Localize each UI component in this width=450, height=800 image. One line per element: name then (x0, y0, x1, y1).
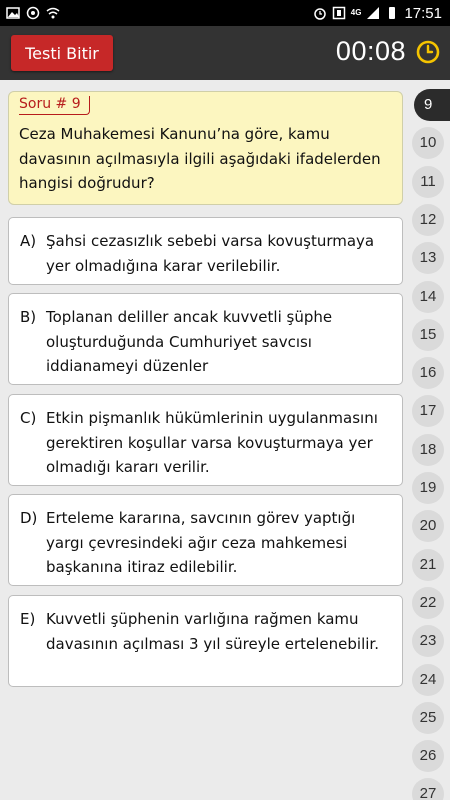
question-number: Soru # 9 (19, 96, 90, 115)
question-nav-item-21[interactable]: 21 (412, 549, 444, 581)
option-text: Kuvvetli şüphenin varlığına rağmen kamu davasının açılması 3 yıl süreyle ertelenebilir. (46, 610, 379, 653)
question-nav-item-19[interactable]: 19 (412, 472, 444, 504)
question-nav-item-9[interactable]: 9 (414, 89, 450, 121)
status-time: 17:51 (404, 4, 442, 22)
wifi-icon (46, 6, 60, 20)
option-letter: E) (20, 610, 36, 628)
timer-display: 00:08 (335, 36, 406, 66)
question-nav-item-13[interactable]: 13 (412, 242, 444, 274)
question-nav-item-12[interactable]: 12 (412, 204, 444, 236)
option-text: Şahsi cezasızlık sebebi varsa kovuşturmaya yer olmadığına karar verilebilir. (46, 232, 375, 275)
question-nav-item-10[interactable]: 10 (412, 127, 444, 159)
question-nav-item-17[interactable]: 17 (412, 395, 444, 427)
question-nav-item-26[interactable]: 26 (412, 740, 444, 772)
question-nav (410, 86, 450, 800)
question-nav-item-22[interactable]: 22 (412, 587, 444, 619)
question-nav-item-18[interactable]: 18 (412, 434, 444, 466)
status-bar (0, 0, 450, 26)
question-nav-item-25[interactable]: 25 (412, 702, 444, 734)
question-card (8, 91, 403, 205)
question-nav-item-27[interactable]: 27 (412, 778, 444, 800)
question-nav-item-23[interactable]: 23 (412, 625, 444, 657)
option-d[interactable] (8, 494, 403, 586)
question-nav-item-15[interactable]: 15 (412, 319, 444, 351)
option-letter: C) (20, 409, 37, 427)
option-a[interactable] (8, 217, 403, 285)
alarm-icon (313, 6, 327, 20)
sync-icon (26, 6, 40, 20)
battery-icon (385, 6, 399, 20)
question-nav-item-24[interactable]: 24 (412, 664, 444, 696)
option-letter: A) (20, 232, 37, 250)
app-bar (0, 26, 450, 80)
option-text: Toplanan deliller ancak kuvvetli şüphe oluşturduğunda Cumhuriyet savcısı iddianameyi düzenler (46, 308, 333, 375)
option-c[interactable] (8, 394, 403, 486)
option-e[interactable] (8, 595, 403, 687)
question-nav-item-16[interactable]: 16 (412, 357, 444, 389)
clock-icon (416, 40, 440, 64)
data-saver-icon (332, 6, 346, 20)
question-nav-item-14[interactable]: 14 (412, 281, 444, 313)
network-type: 4G (350, 8, 362, 17)
option-b[interactable] (8, 293, 403, 385)
question-text: Ceza Muhakemesi Kanunu’na göre, kamu davasının açılmasıyla ilgili aşağıdaki ifadelerden hangisi doğrudur? (19, 125, 381, 192)
gallery-icon (6, 6, 20, 20)
option-letter: B) (20, 308, 37, 326)
option-letter: D) (20, 509, 38, 527)
option-text: Etkin pişmanlık hükümlerinin uygulanmasını gerektiren koşullar varsa kovuşturmaya yer olmadığı kararı verilir. (46, 409, 378, 476)
question-nav-item-20[interactable]: 20 (412, 510, 444, 542)
question-nav-item-11[interactable]: 11 (412, 166, 444, 198)
option-text: Erteleme kararına, savcının görev yaptığı yargı çevresindeki ağır ceza mahkemesi başkanına itiraz edilebilir. (46, 509, 356, 576)
signal-icon (366, 6, 380, 20)
finish-test-button[interactable]: Testi Bitir (11, 35, 113, 71)
